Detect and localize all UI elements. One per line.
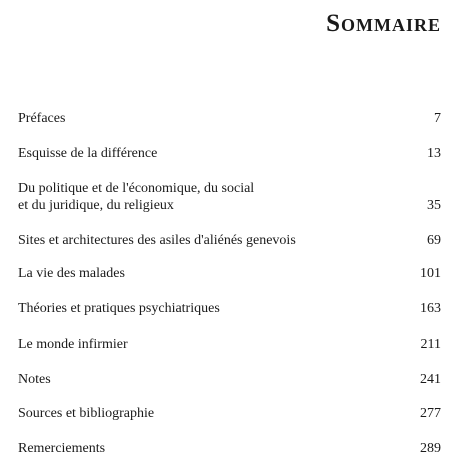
- toc-entry-title-line: Esquisse de la différence: [18, 146, 158, 161]
- toc-entry-title: [18, 110, 441, 127]
- toc-entry-title: [18, 336, 441, 353]
- toc-entry: [18, 440, 441, 457]
- toc-entry-title: [18, 265, 441, 282]
- toc-entry-title-line: Remerciements: [18, 441, 106, 456]
- toc-entry-title-line: Du politique et de l'économique, du social: [18, 181, 255, 196]
- toc-entry: [18, 232, 441, 249]
- toc-entry: [18, 110, 441, 127]
- toc-entry-page-number: 35: [427, 198, 441, 213]
- toc-entry-title: [18, 440, 441, 457]
- toc-entry-title: [18, 232, 441, 249]
- toc-entry-title-line: La vie des malades: [18, 266, 125, 281]
- toc-entry-title: [18, 180, 441, 214]
- toc-entry-title-line: Notes: [18, 372, 51, 387]
- toc-entry: [18, 336, 441, 353]
- table-of-contents: [18, 0, 441, 469]
- toc-entry-title: [18, 371, 441, 388]
- toc-entry-page-number: 7: [434, 111, 441, 126]
- toc-entry-title-line: Sources et bibliographie: [18, 406, 155, 421]
- toc-entry-title-line: et du juridique, du religieux: [18, 198, 174, 213]
- toc-entry-title: [18, 300, 441, 317]
- toc-entry-page-number: 289: [420, 441, 441, 456]
- toc-entry: [18, 371, 441, 388]
- toc-entry-title: [18, 405, 441, 422]
- toc-entry-page-number: 101: [420, 266, 441, 281]
- toc-entry: [18, 265, 441, 282]
- page-title: Sommaire: [326, 10, 441, 37]
- toc-entry-page-number: 211: [420, 337, 441, 352]
- toc-entry-title-line: Le monde infirmier: [18, 337, 128, 352]
- toc-entry-page-number: 69: [427, 233, 441, 248]
- toc-entry-page-number: 277: [420, 406, 441, 421]
- toc-entry: [18, 180, 441, 214]
- toc-entry-title: [18, 145, 441, 162]
- toc-entry-page-number: 13: [427, 146, 441, 161]
- toc-entry-title-line: Théories et pratiques psychiatriques: [18, 301, 220, 316]
- toc-entry-title-line: Préfaces: [18, 111, 66, 126]
- toc-entry: [18, 145, 441, 162]
- toc-entry: [18, 300, 441, 317]
- toc-entry-page-number: 163: [420, 301, 441, 316]
- toc-entry-title-line: Sites et architectures des asiles d'aliénés genevois: [18, 233, 296, 248]
- toc-entry-page-number: 241: [420, 372, 441, 387]
- toc-entry: [18, 405, 441, 422]
